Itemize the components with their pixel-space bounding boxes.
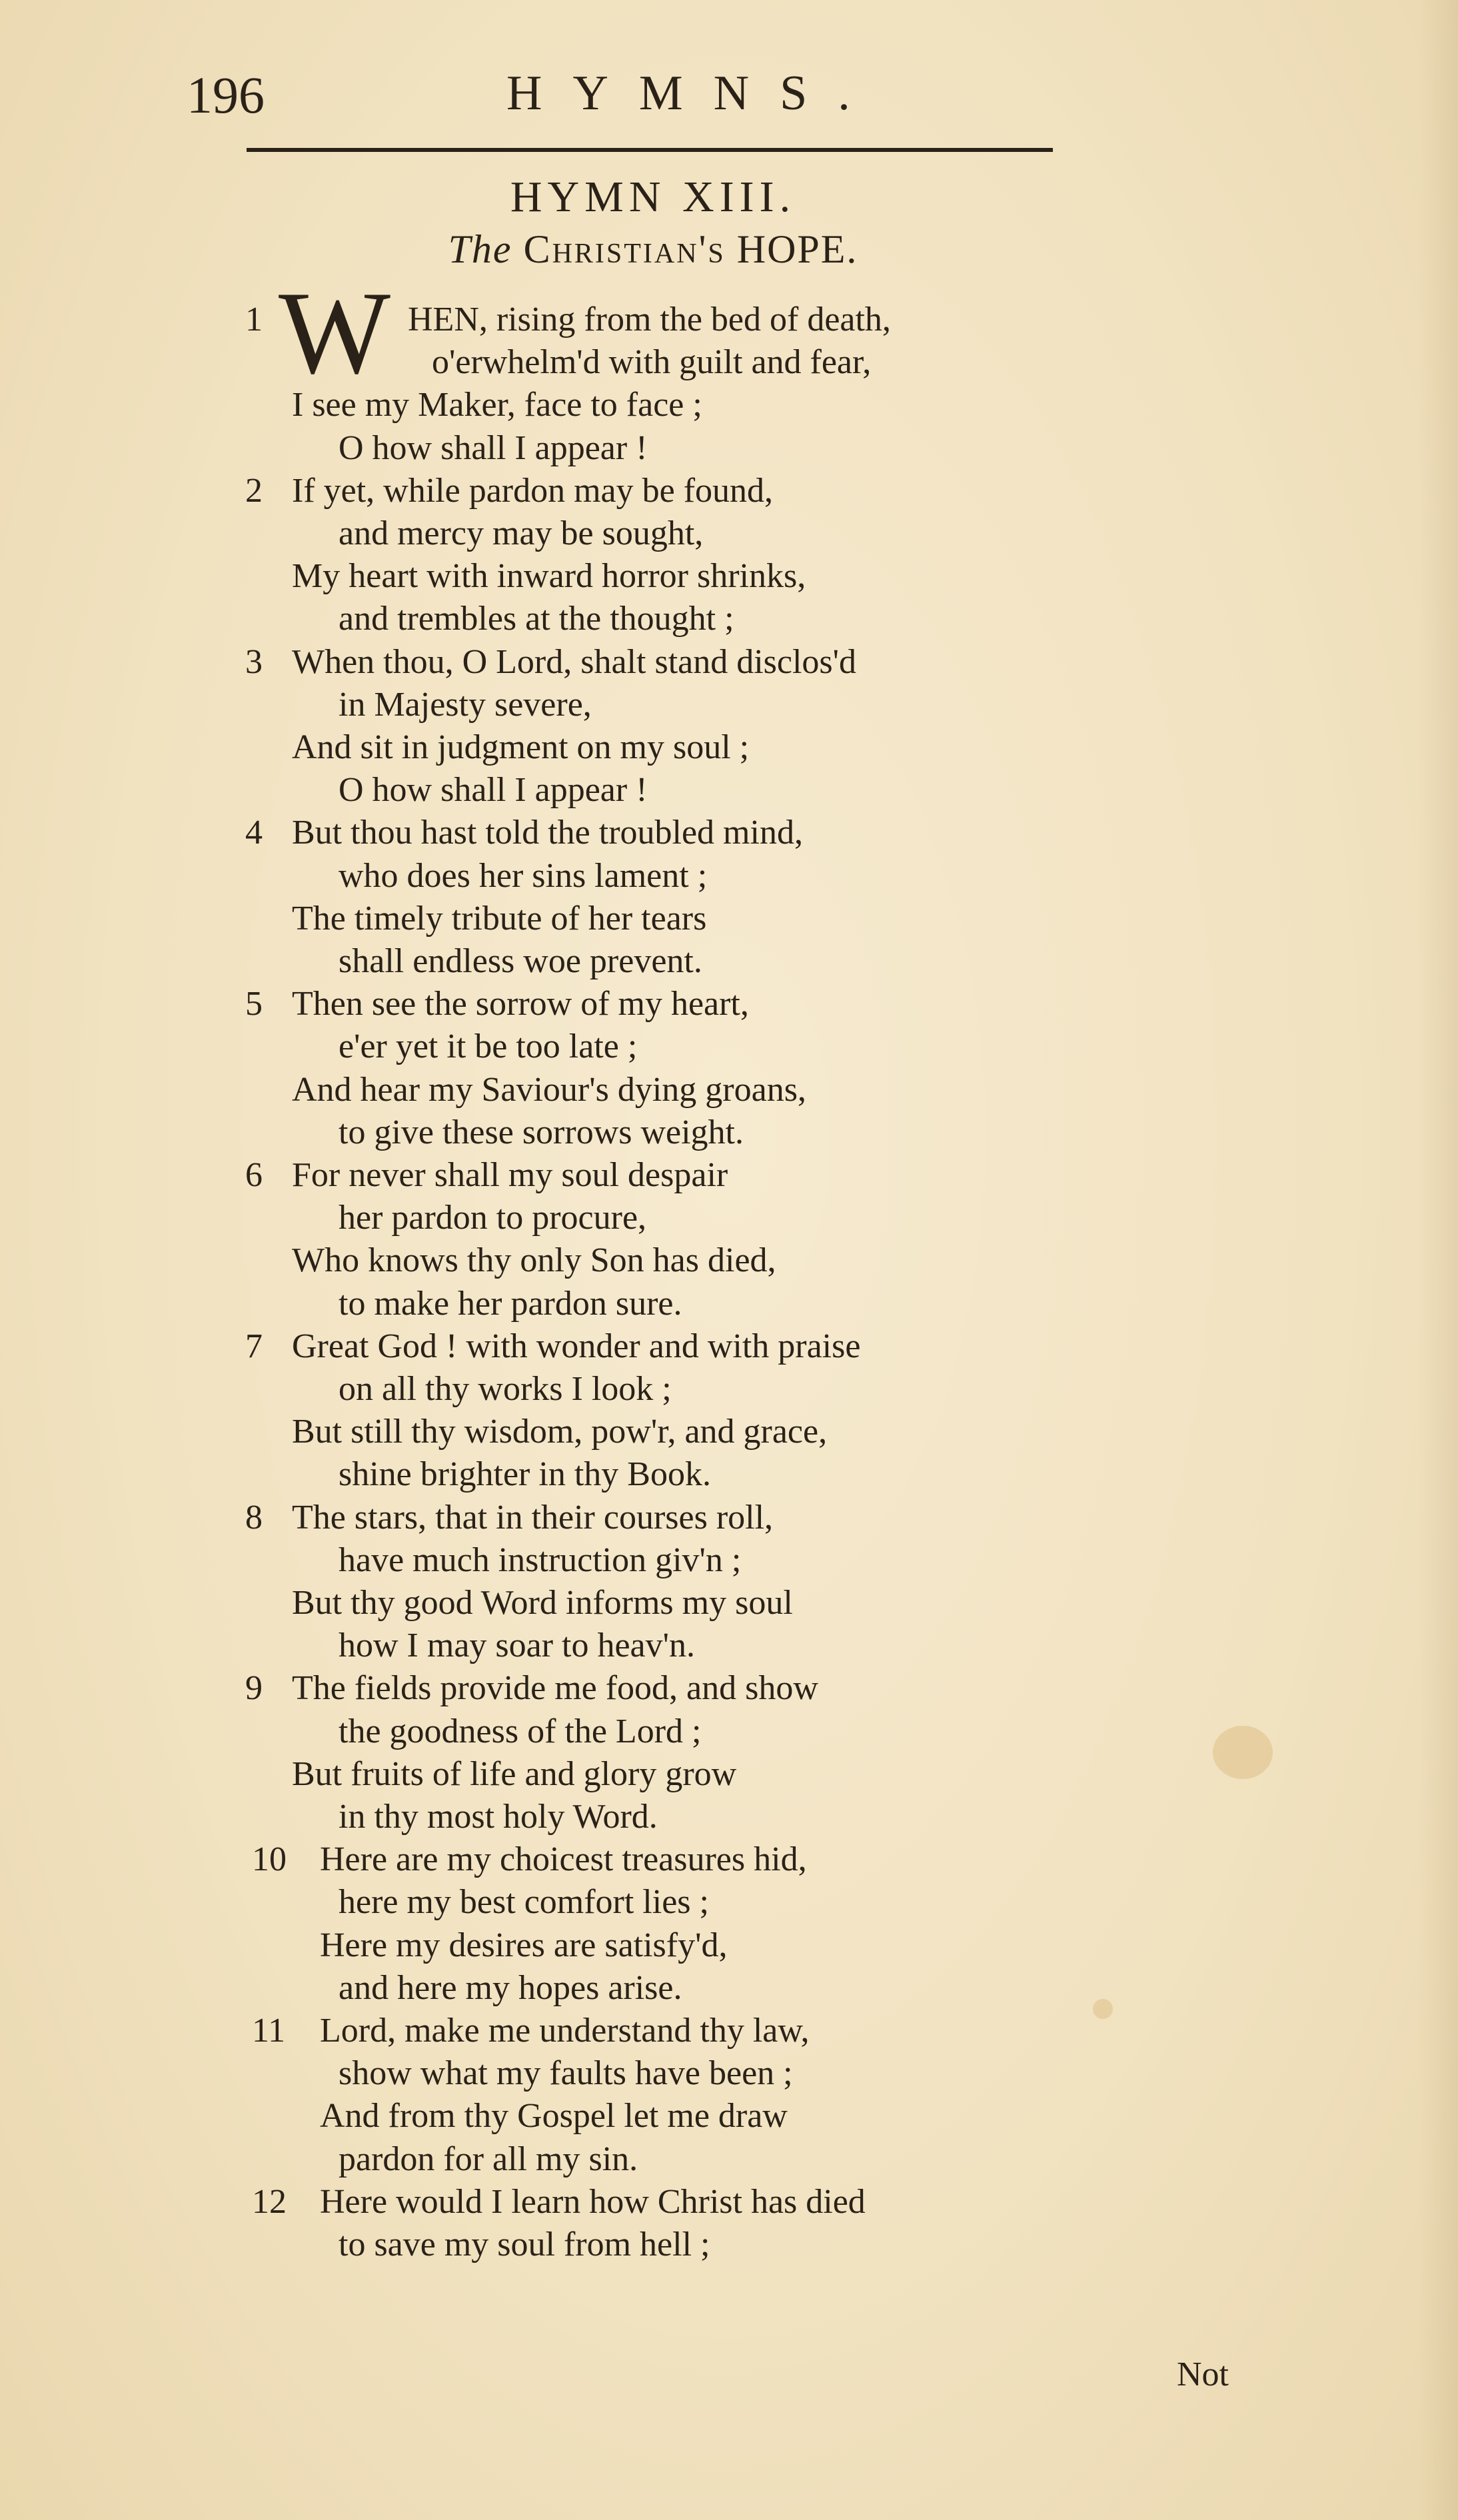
verse-line: shall endless woe prevent. (339, 942, 702, 980)
verse-line: And hear my Saviour's dying groans, (292, 1070, 806, 1109)
stanza-number: 7 (245, 1327, 263, 1365)
stanza-number: 5 (245, 985, 263, 1023)
verse-line: And from thy Gospel let me draw (320, 2097, 788, 2136)
verse-line: But still thy wisdom, pow'r, and grace, (292, 1413, 828, 1451)
drop-cap: W (279, 267, 391, 398)
stanza-number: 12 (252, 2182, 287, 2221)
verse-line: shine brighter in thy Book. (339, 1455, 711, 1494)
running-head (187, 65, 1066, 132)
verse-line: If yet, while pardon may be found, (292, 471, 774, 510)
verse-line: But fruits of life and glory grow (292, 1754, 737, 1793)
stanza-number: 2 (245, 471, 263, 510)
verse-line: in Majesty severe, (339, 685, 592, 724)
stanza-number: 6 (245, 1156, 263, 1194)
verse-line: and trembles at the thought ; (339, 600, 734, 638)
verse-line: how I may soar to heav'n. (339, 1626, 696, 1665)
verse-line: have much instruction giv'n ; (339, 1541, 742, 1579)
verse-line: When thou, O Lord, shalt stand disclos'd (292, 642, 857, 681)
verse-line: My heart with inward horror shrinks, (292, 557, 806, 596)
verse-line: on all thy works I look ; (339, 1370, 672, 1408)
verse-line: Here are my choicest treasures hid, (320, 1840, 807, 1879)
verse-line: here my best comfort lies ; (339, 1883, 709, 1922)
catchword: Not (1177, 2355, 1229, 2393)
verse-line: o'erwhelm'd with guilt and fear, (432, 343, 872, 382)
verse-line: But thy good Word informs my soul (292, 1584, 793, 1622)
verse-line: in thy most holy Word. (339, 1798, 658, 1836)
verse-line: and here my hopes arise. (339, 1968, 682, 2007)
hymn-title-hope: HOPE. (736, 227, 858, 271)
foxing-stain (1213, 1726, 1273, 1779)
verse-line: to give these sorrows weight. (339, 1113, 744, 1151)
verse-line: pardon for all my sin. (339, 2140, 638, 2178)
verse-line: Then see the sorrow of my heart, (292, 985, 749, 1023)
verse-line: Lord, make me understand thy law, (320, 2012, 810, 2050)
verse-line: e'er yet it be too late ; (339, 1027, 638, 1066)
verse-line: And sit in judgment on my soul ; (292, 728, 750, 766)
running-title: HYMNS. (506, 66, 881, 121)
verse-line: The stars, that in their courses roll, (292, 1498, 774, 1537)
hymn-number: HYMN XIII. (510, 173, 796, 221)
verse-line: For never shall my soul despair (292, 1156, 728, 1194)
hymn-title (0, 227, 1306, 273)
verse-line: and mercy may be sought, (339, 514, 704, 552)
hymn-title-christian: Christian's (523, 227, 726, 271)
verse-line: Great God ! with wonder and with praise (292, 1327, 861, 1365)
verse-line: O how shall I appear ! (339, 771, 648, 810)
verse-line: to save my soul from hell ; (339, 2225, 710, 2263)
stanza-number: 3 (245, 642, 263, 681)
page-edge-shadow (1418, 0, 1458, 2520)
verse-line: HEN, rising from the bed of death, (408, 301, 891, 338)
verse-line: Here would I learn how Christ has died (320, 2182, 866, 2221)
verse-line: who does her sins lament ; (339, 856, 708, 895)
verse-line: to make her pardon sure. (339, 1284, 682, 1323)
stanza-number: 4 (245, 814, 263, 852)
stanza-number: 1 (245, 301, 263, 338)
verse-line: Here my desires are satisfy'd, (320, 1926, 728, 1964)
verse-line: show what my faults have been ; (339, 2054, 793, 2093)
foxing-stain (1093, 1999, 1113, 2019)
verse-line: The timely tribute of her tears (292, 899, 707, 938)
stanza-number: 9 (245, 1669, 263, 1708)
stanza-number: 11 (252, 2012, 286, 2050)
verse-line: her pardon to procure, (339, 1199, 647, 1237)
verse-line: The fields provide me food, and show (292, 1669, 818, 1708)
verse-line: Who knows thy only Son has died, (292, 1241, 776, 1280)
verse-line: But thou hast told the troubled mind, (292, 814, 803, 852)
hymn-title-the: The (448, 227, 512, 271)
verse-line: the goodness of the Lord ; (339, 1712, 702, 1750)
verse-line: O how shall I appear ! (339, 428, 648, 467)
page-number: 196 (187, 66, 265, 124)
verse-line: I see my Maker, face to face ; (292, 386, 702, 424)
stanza-number: 10 (252, 1840, 287, 1879)
stanza-number: 8 (245, 1498, 263, 1537)
header-rule (247, 148, 1053, 152)
